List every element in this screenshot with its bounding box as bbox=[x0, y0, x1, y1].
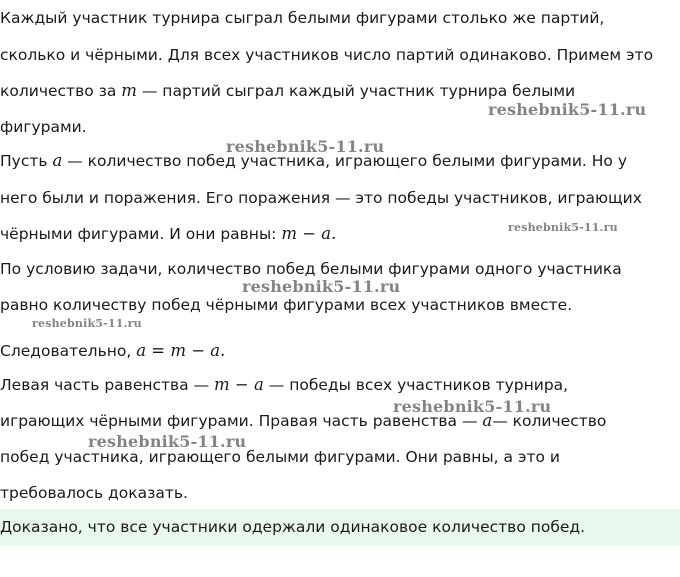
watermark: reshebnik5-11.ru bbox=[488, 100, 647, 119]
watermark: reshebnik5-11.ru bbox=[508, 221, 618, 234]
proof-line: Каждый участник турнира сыграл белыми фигурами столько же партий, bbox=[0, 9, 605, 27]
proof-line: требовалось доказать. bbox=[0, 484, 188, 502]
conclusion-text: Доказано, что все участники одержали одинаковое количество побед. bbox=[0, 518, 586, 536]
math-expression: m − a. bbox=[281, 224, 337, 243]
text-run: Следовательно, bbox=[0, 342, 137, 360]
proof-line: фигурами. bbox=[0, 118, 87, 136]
proof-line bbox=[0, 224, 336, 244]
proof-line: сколько и чёрными. Для всех участников число партий одинаково. Примем это bbox=[0, 46, 654, 64]
text-run: — количество bbox=[492, 412, 607, 430]
proof-line: побед участника, играющего белыми фигурами. Они равны, а это и bbox=[0, 448, 560, 466]
text-run: Пусть bbox=[0, 152, 53, 170]
watermark: reshebnik5-11.ru bbox=[226, 137, 385, 156]
text-run: — партий сыграл каждый участник турнира белыми bbox=[136, 82, 576, 100]
text-run: — количество побед участника, играющего белыми фигурами. Но у bbox=[62, 152, 627, 170]
proof-line bbox=[0, 81, 575, 101]
math-variable: a bbox=[482, 411, 493, 430]
math-variable: a bbox=[52, 151, 63, 170]
proof-line bbox=[0, 341, 225, 361]
text-run: играющих чёрными фигурами. Правая часть равенства — bbox=[0, 412, 483, 430]
proof-line: него были и поражения. Его поражения — это победы участников, играющих bbox=[0, 189, 642, 207]
math-expression: m − a bbox=[214, 375, 264, 394]
text-run: Левая часть равенства — bbox=[0, 376, 215, 394]
conclusion-box bbox=[0, 509, 680, 546]
text-run: количество за bbox=[0, 82, 122, 100]
proof-line: По условию задачи, количество побед белыми фигурами одного участника bbox=[0, 260, 622, 278]
math-expression: a = m − a. bbox=[136, 341, 226, 360]
proof-line bbox=[0, 375, 568, 395]
math-variable: m bbox=[121, 81, 137, 100]
watermark: reshebnik5-11.ru bbox=[242, 277, 401, 296]
text-run: — победы всех участников турнира, bbox=[263, 376, 569, 394]
watermark: reshebnik5-11.ru bbox=[393, 397, 552, 416]
watermark: reshebnik5-11.ru bbox=[88, 432, 247, 451]
text-run: чёрными фигурами. И они равны: bbox=[0, 225, 282, 243]
watermark: reshebnik5-11.ru bbox=[32, 317, 142, 330]
proof-line: равно количеству побед чёрными фигурами всех участников вместе. bbox=[0, 296, 573, 314]
